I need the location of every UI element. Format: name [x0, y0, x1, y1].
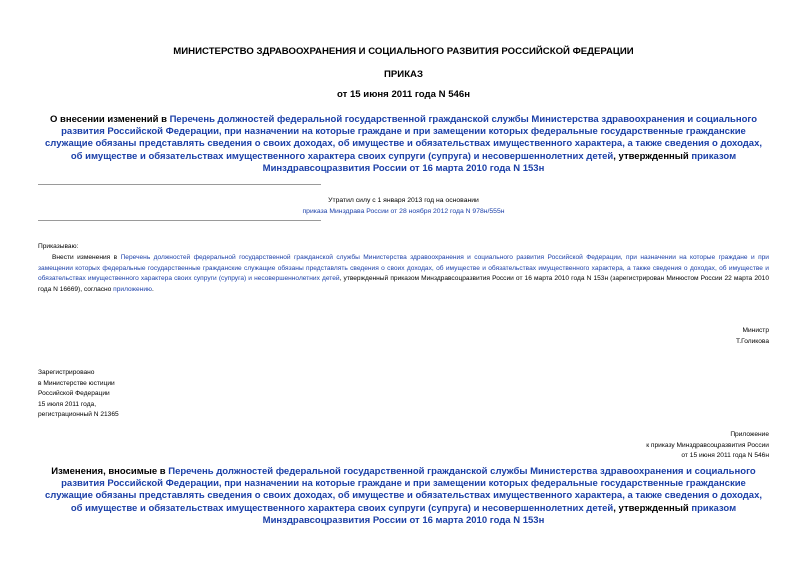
- appendix-ref-line-1: Приложение: [730, 431, 769, 438]
- body-middle: , утвержденный приказом Минздравсоцразвития России от 16 марта 2010 года N 153н (зарегистрирован Минюстом России 22 марта 2010 года N 16669), согласно: [38, 275, 769, 293]
- registration-line-3: Российской Федерации: [38, 390, 110, 398]
- registration-block: [38, 368, 119, 421]
- position-list-link[interactable]: Перечень должностей федеральной государственной гражданской службы Министерства здравоохранения и социального развития Российской Федерации, при назначении на которые граждане и при замещении которых федеральные государственные гражданские служащие обязаны представлять сведения о своих доходах, об имуществе и обязательствах имущественного характера, а также сведения о доходах, об имуществе и обязательствах имущественного характера своих супруги (супруга) и несовершеннолетних детей: [45, 114, 762, 162]
- title-prefix: О внесении изменений в: [49, 114, 170, 125]
- divider-bottom: [38, 220, 321, 221]
- body-end: .: [151, 285, 154, 293]
- appendix-position-list-link[interactable]: Перечень должностей федеральной государственной гражданской службы Министерства здравоохранения и социального развития Российской Федерации, при назначении на которые граждане и при замещении которых федеральные государственные гражданские служащие обязаны представлять сведения о своих доходах, об имуществе и обязательствах имущественного характера, а также сведения о доходах, об имуществе и обязательствах имущественного характера своих супруги (супруга) и несовершеннолетних детей: [45, 466, 762, 514]
- document-type: ПРИКАЗ: [384, 69, 423, 80]
- title-middle: , утвержденный: [613, 150, 692, 162]
- appendix-link[interactable]: приложению: [113, 285, 152, 293]
- appendix-title: [38, 466, 769, 527]
- base-order-link[interactable]: приказом Минздравсоцразвития России от 16 марта 2010 года N 153н: [262, 150, 737, 174]
- appendix-base-order-link[interactable]: приказом Минздравсоцразвития России от 16 марта 2010 года N 153н: [262, 502, 737, 526]
- ministry-name: МИНИСТЕРСТВО ЗДРАВООХРАНЕНИЯ И СОЦИАЛЬНОГО РАЗВИТИЯ РОССИЙСКОЙ ФЕДЕРАЦИИ: [173, 46, 634, 57]
- void-note-text: Утратил силу с 1 января 2013 год на основании: [328, 197, 479, 204]
- order-body: [38, 253, 769, 295]
- appendix-title-prefix: Изменения, вносимые в: [51, 466, 169, 477]
- order-word: Приказываю:: [38, 243, 79, 250]
- divider-top: [38, 184, 321, 185]
- appendix-title-middle: , утвержденный: [613, 502, 692, 514]
- signer-name: Т.Голикова: [735, 337, 769, 345]
- appendix-reference: [646, 430, 769, 462]
- registration-line-5: регистрационный N 21365: [38, 411, 119, 419]
- order-date: от 15 июня 2011 года N 546н: [336, 89, 471, 100]
- appendix-ref-line-2: к приказу Минздравсоцразвития России: [646, 441, 769, 449]
- signer-position: Министр: [742, 327, 769, 334]
- registration-line-1: Зарегистрировано: [38, 369, 95, 376]
- signature-block: [736, 326, 769, 347]
- registration-line-4: 15 июля 2011 года,: [38, 400, 97, 408]
- body-prefix: Внести изменения в: [52, 254, 121, 261]
- appendix-ref-line-3: от 15 июня 2011 года N 546н: [681, 452, 769, 460]
- void-basis-link[interactable]: приказа Минздрава России от 28 ноября 2012 года N 978н/555н: [302, 208, 505, 215]
- void-note: [38, 195, 769, 217]
- registration-line-2: в Министерстве юстиции: [38, 379, 115, 387]
- order-title: [38, 114, 769, 175]
- body-position-list-link[interactable]: Перечень должностей федеральной государственной гражданской службы Министерства здравоохранения и социального развития Российской Федерации, при назначении на которые граждане и при замещении которых федеральные государственные гражданские служащие обязаны представлять сведения о своих доходах, об имуществе и обязательствах имущественного характера, а также сведения о доходах, об имуществе и обязательствах имущественного характера своих супруги (супруга) и несовершеннолетних детей: [38, 254, 769, 283]
